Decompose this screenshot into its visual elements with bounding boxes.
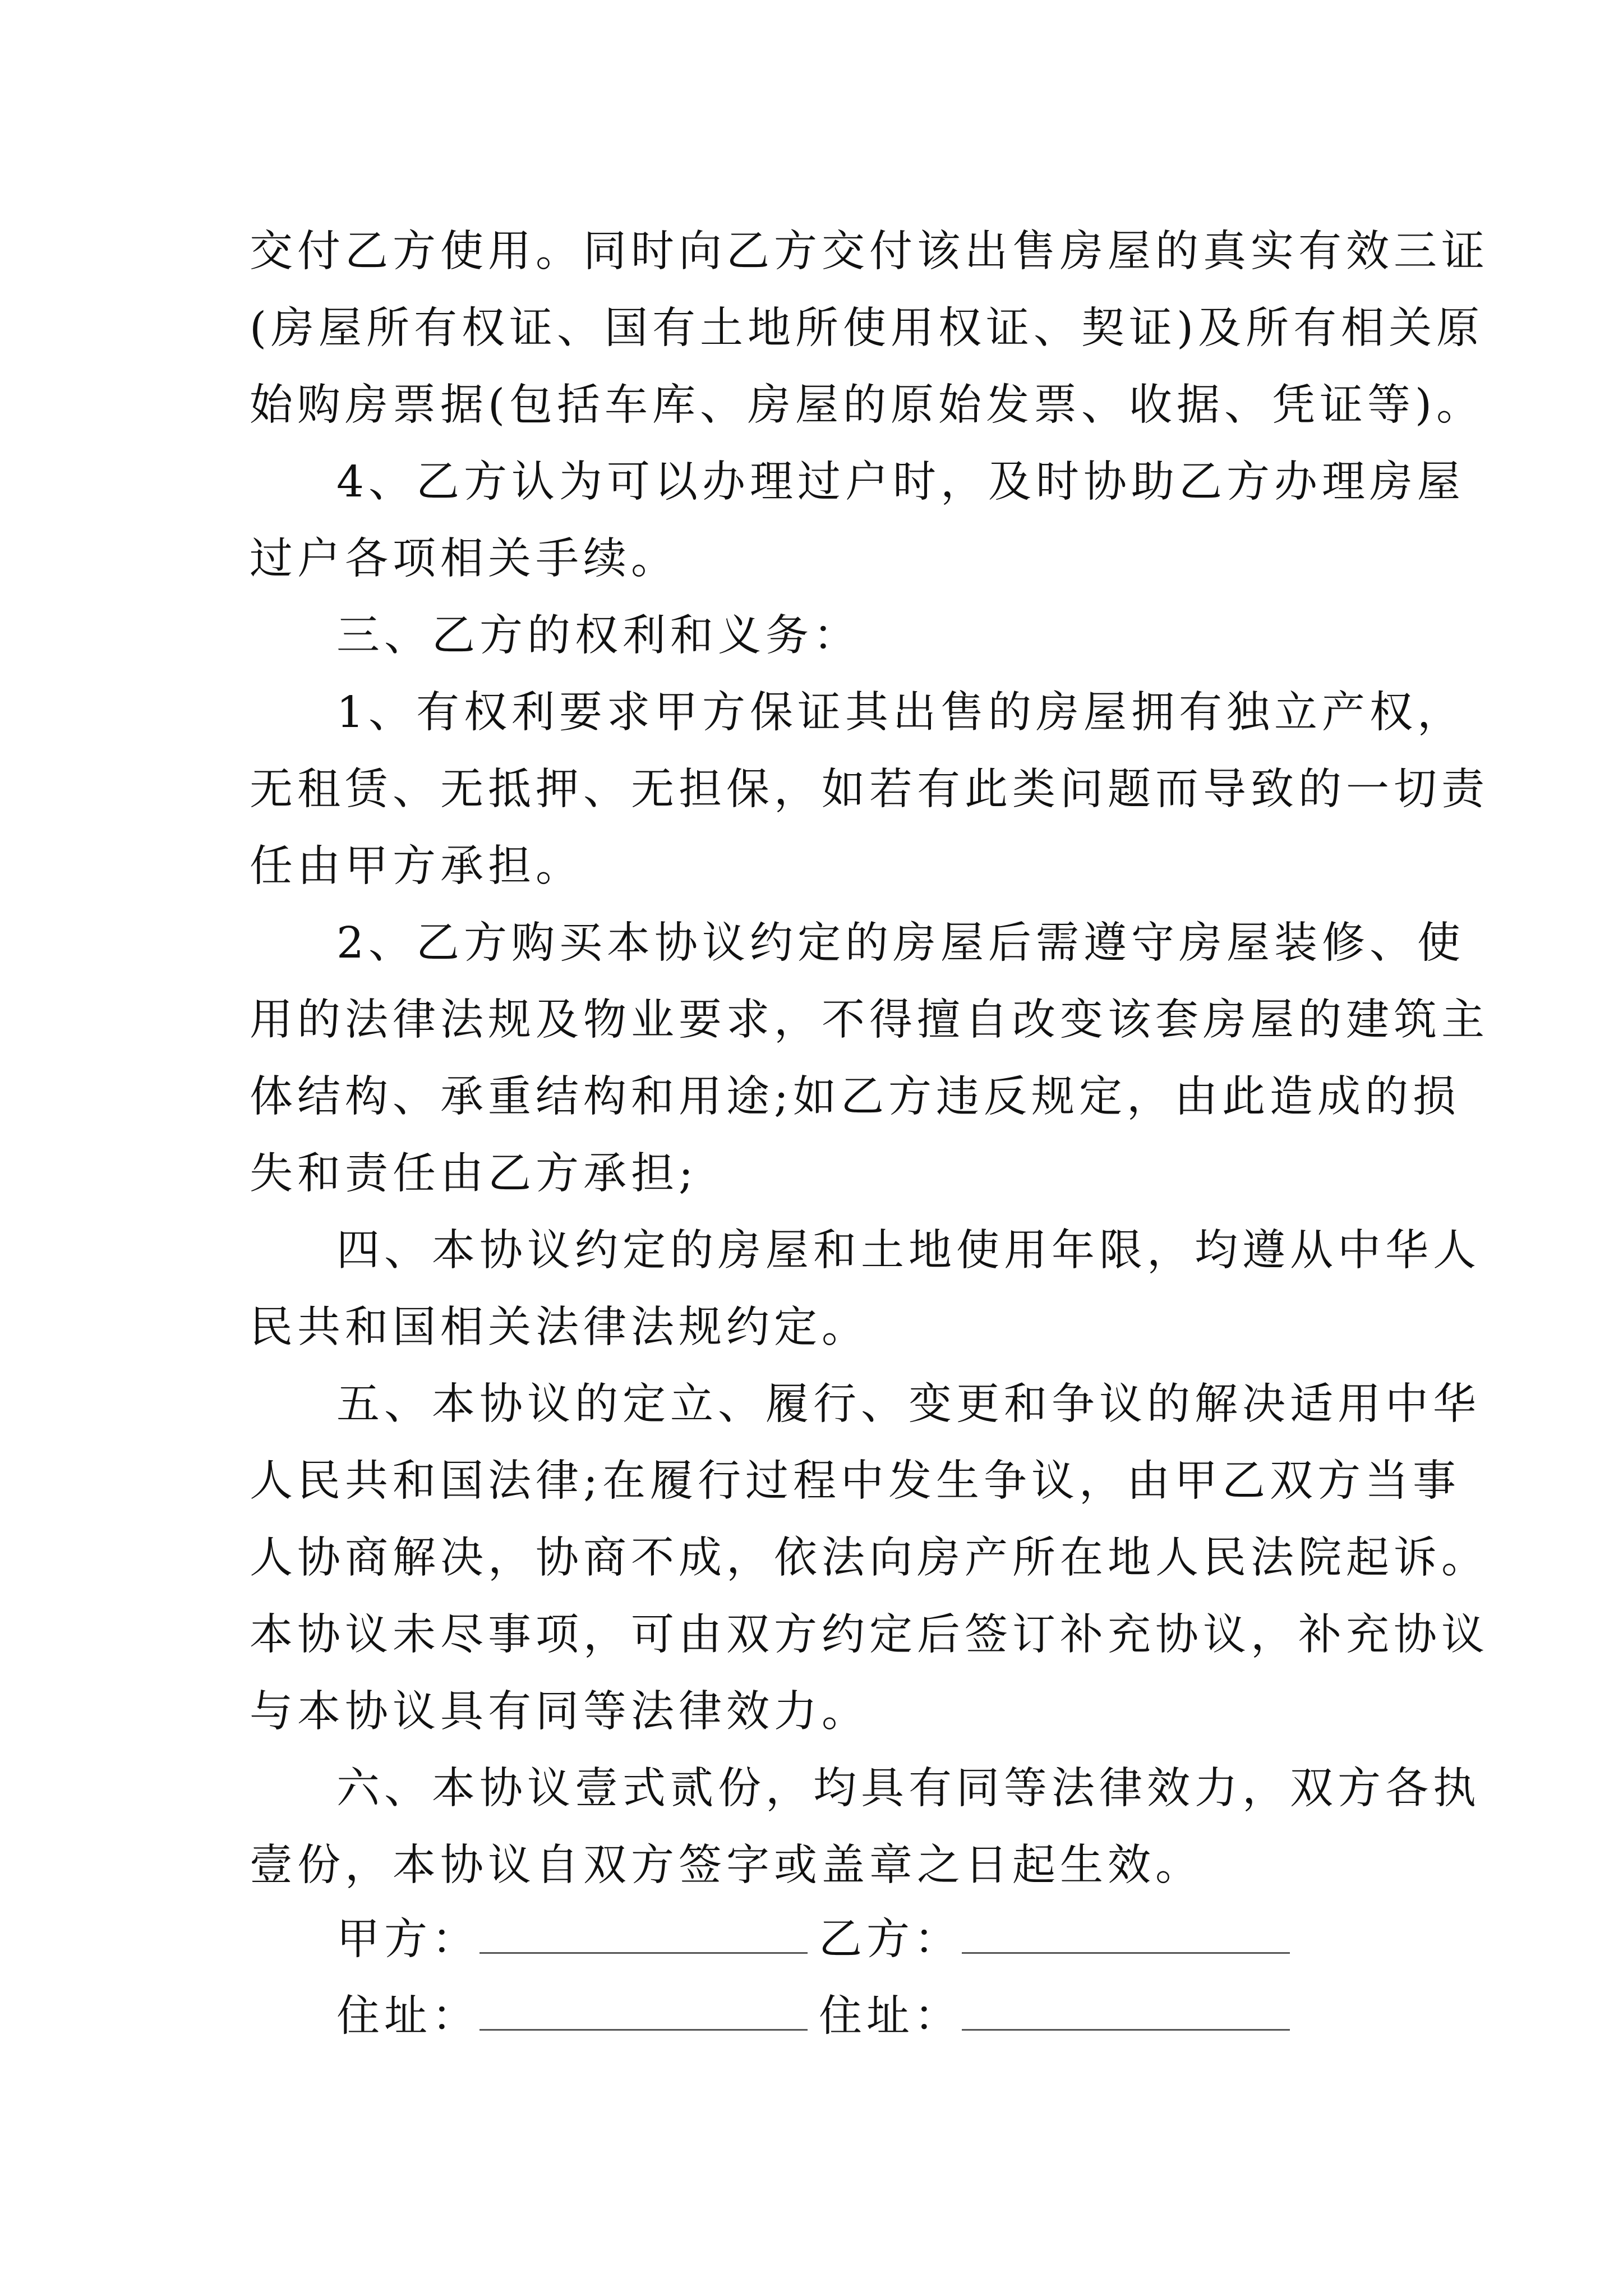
text-line: 过户各项相关手续。 bbox=[250, 534, 679, 584]
text-line: 任由甲方承担。 bbox=[250, 841, 583, 891]
contract-body bbox=[250, 213, 1489, 1904]
party-row bbox=[336, 1904, 1402, 1981]
text-line: (房屋所有权证、国有土地所使用权证、契证)及所有相关原 bbox=[250, 303, 1484, 353]
text-line: 2、乙方购买本协议约定的房屋后需遵守房屋装修、使 bbox=[336, 918, 1465, 968]
address-a-label: 住址： bbox=[336, 1991, 479, 2041]
text-line: 人民共和国法律;在履行过程中发生争议，由甲乙双方当事 bbox=[250, 1456, 1460, 1506]
text-line: 失和责任由乙方承担; bbox=[250, 1149, 698, 1199]
address-b-blank[interactable] bbox=[962, 1995, 1290, 2031]
text-line: 壹份，本协议自双方签字或盖章之日起生效。 bbox=[250, 1841, 1203, 1890]
section-heading: 三、乙方的权利和义务： bbox=[336, 611, 861, 661]
text-line: 用的法律法规及物业要求，不得擅自改变该套房屋的建筑主 bbox=[250, 995, 1489, 1045]
text-line: 民共和国相关法律法规约定。 bbox=[250, 1303, 869, 1352]
text-line: 与本协议具有同等法律效力。 bbox=[250, 1687, 869, 1737]
address-row bbox=[336, 1981, 1402, 2058]
party-b-label: 乙方： bbox=[819, 1915, 962, 1964]
signature-block bbox=[336, 1904, 1402, 2058]
party-a-label: 甲方： bbox=[336, 1915, 479, 1964]
text-line: 人协商解决，协商不成，依法向房产所在地人民法院起诉。 bbox=[250, 1533, 1489, 1583]
party-a-blank[interactable] bbox=[479, 1918, 808, 1954]
section-heading: 四、本协议约定的房屋和土地使用年限，均遵从中华人 bbox=[336, 1226, 1481, 1276]
address-b-label: 住址： bbox=[819, 1991, 962, 2041]
party-b-blank[interactable] bbox=[962, 1918, 1290, 1954]
text-line: 始购房票据(包括车库、房屋的原始发票、收据、凭证等)。 bbox=[250, 380, 1484, 430]
section-heading: 六、本协议壹式贰份，均具有同等法律效力，双方各执 bbox=[336, 1764, 1481, 1814]
text-line: 交付乙方使用。同时向乙方交付该出售房屋的真实有效三证 bbox=[250, 227, 1489, 277]
text-line: 本协议未尽事项，可由双方约定后签订补充协议，补充协议 bbox=[250, 1610, 1489, 1660]
section-heading: 五、本协议的定立、履行、变更和争议的解决适用中华 bbox=[336, 1379, 1481, 1429]
text-line: 1、有权利要求甲方保证其出售的房屋拥有独立产权， bbox=[336, 688, 1465, 738]
text-line: 无租赁、无抵押、无担保，如若有此类问题而导致的一切责 bbox=[250, 765, 1489, 815]
text-line: 4、乙方认为可以办理过户时，及时协助乙方办理房屋 bbox=[336, 457, 1465, 507]
address-a-blank[interactable] bbox=[479, 1995, 808, 2031]
text-line: 体结构、承重结构和用途;如乙方违反规定，由此造成的损 bbox=[250, 1072, 1460, 1122]
